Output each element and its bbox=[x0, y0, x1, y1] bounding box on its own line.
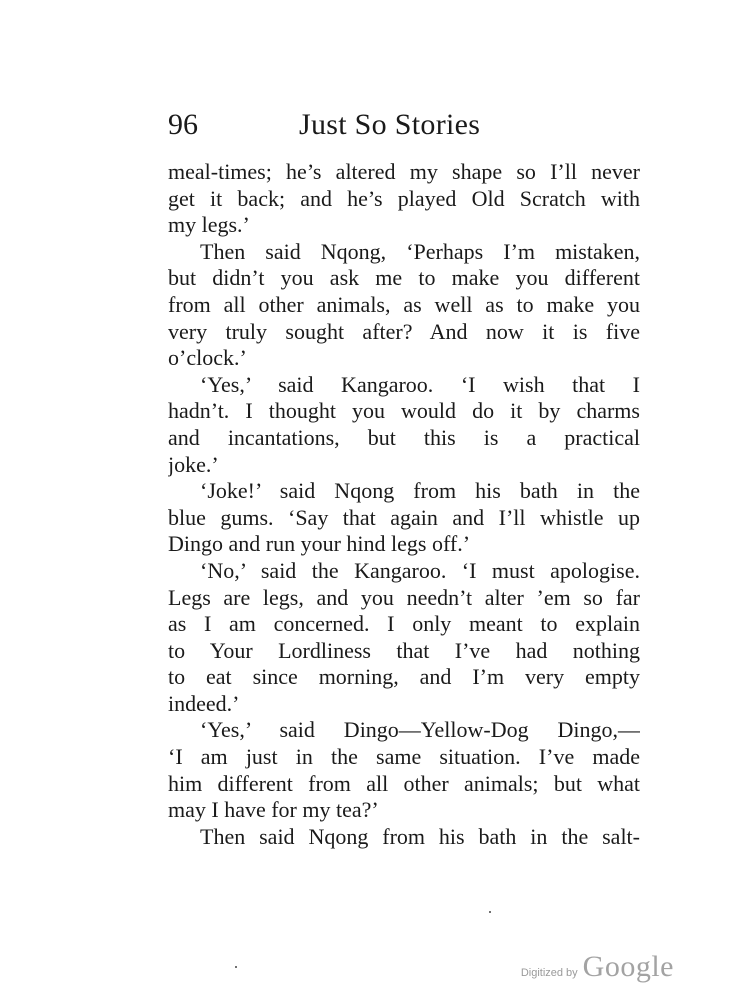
text-line: blue gums. ‘Say that again and I’ll whistle up bbox=[168, 504, 640, 530]
text-line: ‘Yes,’ said Kangaroo. ‘I wish that I bbox=[200, 371, 640, 397]
text-line: very truly sought after? And now it is five bbox=[168, 318, 640, 344]
text-line: ‘Yes,’ said Dingo—Yellow-Dog Dingo,— bbox=[200, 717, 640, 743]
text-line: as I am concerned. I only meant to explain bbox=[168, 611, 640, 637]
google-logo: Google bbox=[582, 950, 674, 983]
text-line: hadn’t. I thought you would do it by charms bbox=[168, 398, 640, 424]
text-line: Then said Nqong, ‘Perhaps I’m mistaken, bbox=[200, 238, 640, 264]
digitized-watermark bbox=[521, 950, 674, 984]
text-line: Then said Nqong from his bath in the salt- bbox=[200, 823, 640, 849]
text-line: but didn’t you ask me to make you different bbox=[168, 265, 640, 291]
text-line: him different from all other animals; but what bbox=[168, 770, 640, 796]
watermark-prefix: Digitized by bbox=[520, 967, 578, 979]
text-line: from all other animals, as well as to make you bbox=[168, 291, 640, 317]
text-line: joke.’ bbox=[168, 451, 219, 477]
text-line: Dingo and run your hind legs off.’ bbox=[168, 531, 471, 557]
text-line: get it back; and he’s played Old Scratch with bbox=[168, 185, 640, 211]
body-text bbox=[168, 159, 640, 850]
text-line: to Your Lordliness that I’ve had nothing bbox=[168, 637, 640, 663]
text-line: o’clock.’ bbox=[168, 345, 247, 371]
text-line: to eat since morning, and I’m very empty bbox=[168, 664, 640, 690]
page-number: 96 bbox=[168, 108, 198, 141]
dust-speck bbox=[235, 966, 237, 968]
text-line: and incantations, but this is a practical bbox=[168, 424, 640, 450]
dust-speck bbox=[489, 911, 491, 913]
text-line: ‘Joke!’ said Nqong from his bath in the bbox=[200, 478, 640, 504]
text-line: ‘No,’ said the Kangaroo. ‘I must apologise. bbox=[200, 557, 640, 583]
text-line: my legs.’ bbox=[168, 212, 250, 238]
text-line: may I have for my tea?’ bbox=[168, 797, 379, 823]
running-title: Just So Stories bbox=[299, 108, 481, 141]
text-line: ‘I am just in the same situation. I’ve made bbox=[168, 744, 640, 770]
text-line: indeed.’ bbox=[168, 690, 240, 716]
text-line: meal-times; he’s altered my shape so I’ll never bbox=[168, 159, 640, 184]
text-line: Legs are legs, and you needn’t alter ’em so far bbox=[168, 584, 640, 610]
